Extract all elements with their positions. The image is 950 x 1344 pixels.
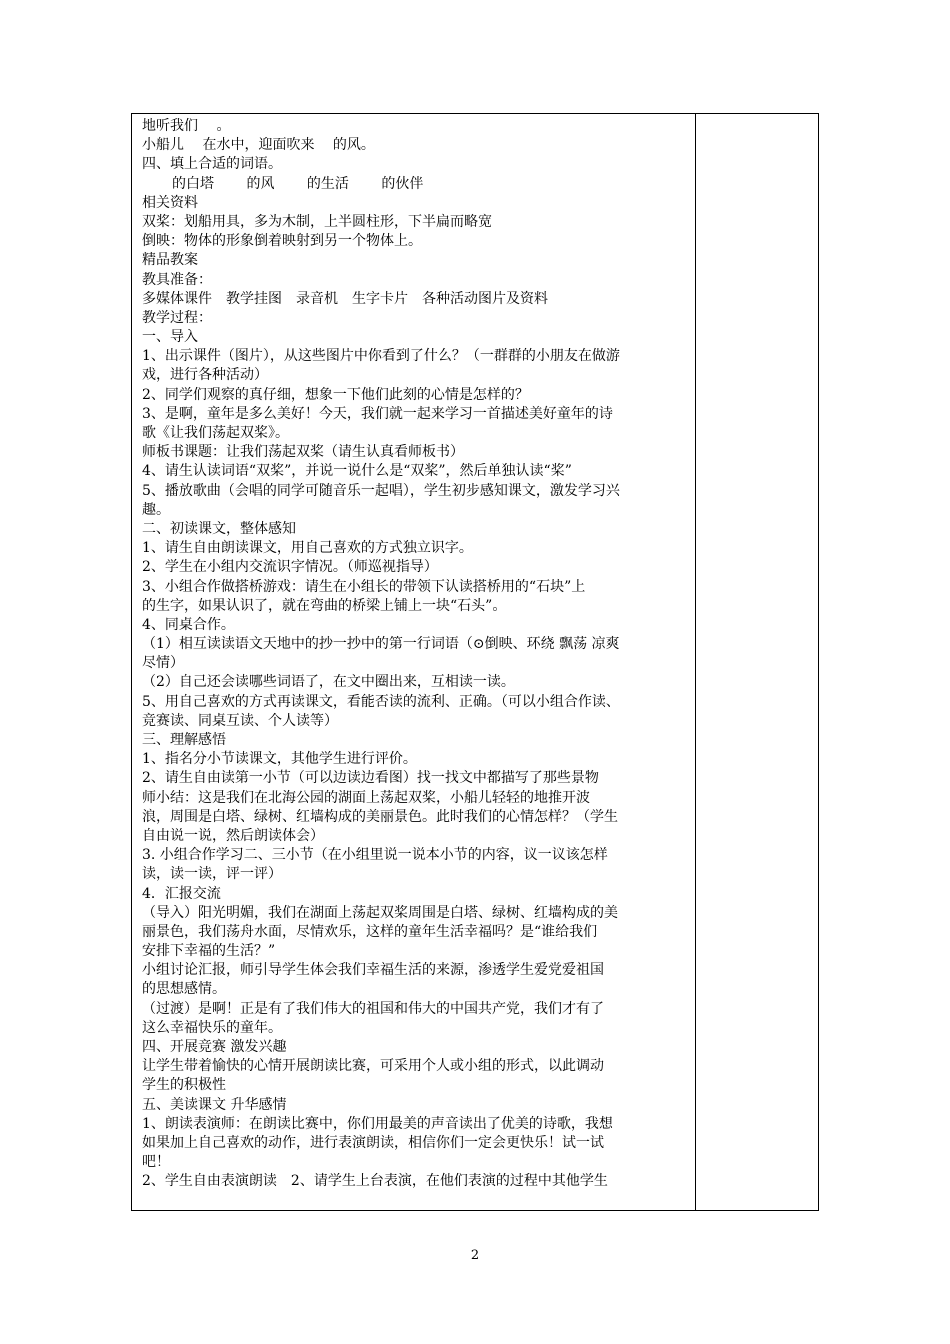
text-line: 4、同桌合作。 xyxy=(142,616,235,633)
text-line: 的白塔 的风 的生活 的伙伴 xyxy=(172,175,424,192)
text-line: 安排下幸福的生活？” xyxy=(142,943,276,960)
text-line: 3. 小组合作学习二、三小节（在小组里说一说本小节的内容，议一议该怎样 xyxy=(142,847,608,864)
text-line: 学生的积极性 xyxy=(142,1077,226,1094)
text-line: （1）相互读读语文天地中的抄一抄中的第一行词语（⊙倒映、环绕 飘荡 凉爽 xyxy=(142,636,620,653)
column-divider xyxy=(695,114,696,1210)
text-line: 二、初读课文，整体感知 xyxy=(142,520,296,537)
text-line: 地听我们 。 xyxy=(142,118,231,134)
text-line: 1、出示课件（图片），从这些图片中你看到了什么？（一群群的小朋友在做游 xyxy=(142,348,620,365)
text-line: 1、请生自由朗读课文，用自己喜欢的方式独立识字。 xyxy=(142,540,473,557)
text-line: 精品教案 xyxy=(142,252,198,269)
text-line: 读，读一读，评一评） xyxy=(142,866,282,883)
lesson-table xyxy=(131,113,819,1211)
text-line: 四、开展竞赛 激发兴趣 xyxy=(142,1039,287,1055)
text-line: 戏，进行各种活动） xyxy=(142,367,268,384)
text-line: 多媒体课件 教学挂图 录音机 生字卡片 各种活动图片及资料 xyxy=(142,290,548,307)
text-line: 四、填上合适的词语。 xyxy=(142,156,282,173)
lesson-content xyxy=(142,117,690,1192)
text-line: 吧！ xyxy=(142,1154,170,1171)
text-line: 师板书课题：让我们荡起双桨（请生认真看师板书） xyxy=(142,444,464,461)
text-line: 歌《让我们荡起双桨》。 xyxy=(142,425,289,441)
text-line: （导入）阳光明媚，我们在湖面上荡起双桨周围是白塔、绿树、红墙构成的美 xyxy=(142,904,618,921)
text-line: 的思想感情。 xyxy=(142,981,226,998)
text-line: 小船儿 在水中，迎面吹来 的风。 xyxy=(142,137,375,154)
text-line: 教学过程： xyxy=(142,309,212,326)
text-line: 教具准备： xyxy=(142,271,212,288)
text-line: 5、播放歌曲（会唱的同学可随音乐一起唱），学生初步感知课文，激发学习兴 xyxy=(142,482,620,499)
text-line: 尽情） xyxy=(142,655,184,672)
text-line: 3、是啊，童年是多么美好！今天，我们就一起来学习一首描述美好童年的诗 xyxy=(142,405,613,422)
text-line: 这么幸福快乐的童年。 xyxy=(142,1019,282,1036)
text-line: 小组讨论汇报，师引导学生体会我们幸福生活的来源，渗透学生爱党爱祖国 xyxy=(142,962,604,979)
text-line: 浪，周围是白塔、绿树、红墙构成的美丽景色。此时我们的心情怎样？（学生 xyxy=(142,808,618,825)
text-line: 2、学生自由表演朗读 2、请学生上台表演，在他们表演的过程中其他学生 xyxy=(142,1173,608,1190)
text-line: 师小结：这是我们在北海公园的湖面上荡起双桨，小船儿轻轻的地推开波 xyxy=(142,789,590,806)
text-line: 4．汇报交流 xyxy=(142,885,221,902)
text-line: 三、理解感悟 xyxy=(142,732,226,748)
text-line: 趣。 xyxy=(142,501,170,518)
text-line: （过渡）是啊！正是有了我们伟大的祖国和伟大的中国共产党，我们才有了 xyxy=(142,1000,604,1017)
text-line: 1、朗读表演师：在朗读比赛中，你们用最美的声音读出了优美的诗歌，我想 xyxy=(142,1115,613,1132)
text-line: 2、请生自由读第一小节（可以边读边看图）找一找文中都描写了那些景物 xyxy=(142,770,599,787)
text-line: 2、同学们观察的真仔细，想象一下他们此刻的心情是怎样的？ xyxy=(142,386,529,403)
text-line: 2、学生在小组内交流识字情况。（师巡视指导） xyxy=(142,559,438,576)
text-line: （2）自己还会读哪些词语了，在文中圈出来，互相读一读。 xyxy=(142,674,515,691)
text-line: 倒映：物体的形象倒着映射到另一个物体上。 xyxy=(142,233,422,250)
text-line: 让学生带着愉快的心情开展朗读比赛，可采用个人或小组的形式，以此调动 xyxy=(142,1058,604,1075)
text-line: 的生字，如果认识了，就在弯曲的桥梁上铺上一块“石头”。 xyxy=(142,597,507,614)
text-line: 相关资料 xyxy=(142,194,198,211)
text-line: 4、请生认读词语“双桨”，并说一说什么是“双桨”，然后单独认读“桨” xyxy=(142,463,572,480)
text-line: 5、用自己喜欢的方式再读课文，看能否读的流利、正确。（可以小组合作读、 xyxy=(142,693,620,710)
text-line: 竞赛读、同桌互读、个人读等） xyxy=(142,712,338,729)
text-line: 1、指名分小节读课文，其他学生进行评价。 xyxy=(142,751,417,768)
text-line: 丽景色，我们荡舟水面，尽情欢乐，这样的童年生活幸福吗？是“谁给我们 xyxy=(142,923,598,940)
text-line: 自由说一说，然后朗读体会） xyxy=(142,827,324,844)
text-line: 五、美读课文 升华感情 xyxy=(142,1096,287,1113)
text-line: 3、小组合作做搭桥游戏：请生在小组长的带领下认读搭桥用的“石块”上 xyxy=(142,578,586,595)
text-line: 如果加上自己喜欢的动作，进行表演朗读，相信你们一定会更快乐！试一试 xyxy=(142,1134,604,1151)
text-line: 双桨：划船用具，多为木制，上半圆柱形，下半扁而略宽 xyxy=(142,213,492,230)
page-number: 2 xyxy=(470,1248,480,1263)
text-line: 一、导入 xyxy=(142,329,198,346)
